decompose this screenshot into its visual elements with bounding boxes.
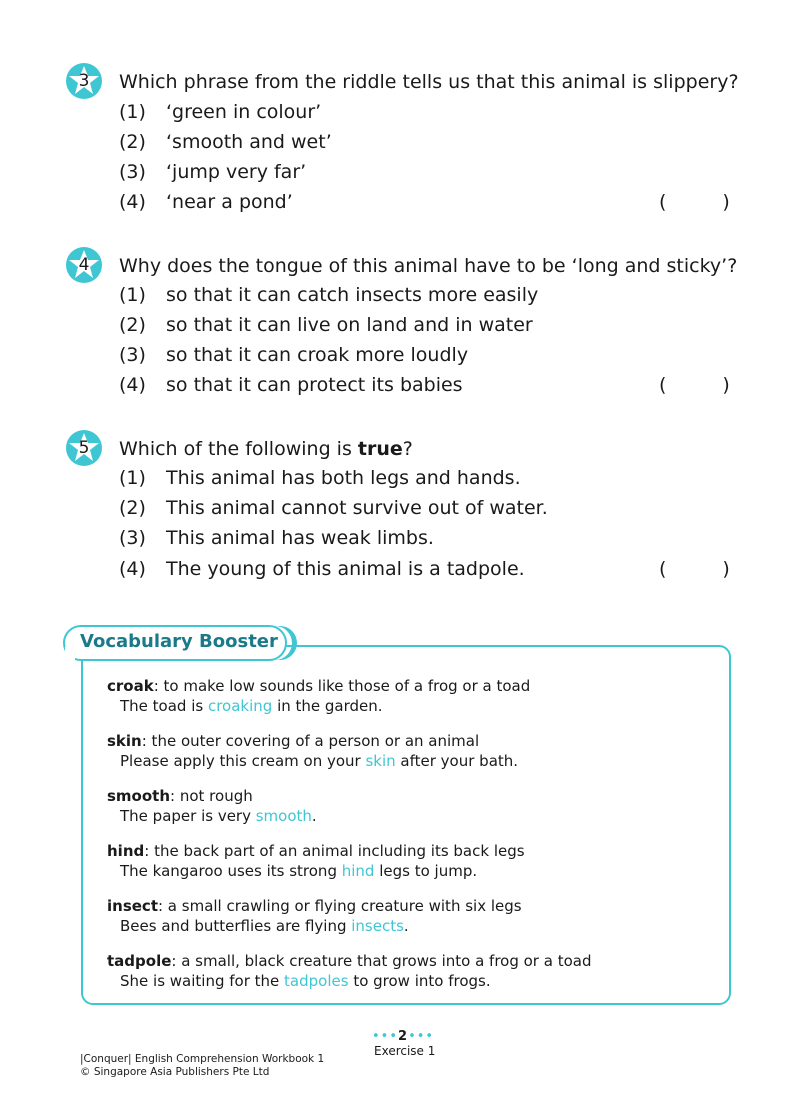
question-text-end: ? <box>402 438 413 460</box>
option-text: so that it can protect its babies <box>166 374 463 396</box>
answer-box[interactable] <box>659 373 730 397</box>
example-start: The paper is very <box>120 807 256 825</box>
vocab-example-insect <box>120 916 409 936</box>
option-number: (3) <box>119 527 146 549</box>
option-number: (1) <box>119 101 146 123</box>
example-highlight: skin <box>365 752 396 770</box>
option-number: (1) <box>119 467 146 489</box>
example-start: The kangaroo uses its strong <box>120 862 342 880</box>
option-1 <box>119 283 538 307</box>
option-number: (4) <box>119 191 146 213</box>
question-text <box>119 437 413 461</box>
copyright: © Singapore Asia Publishers Pte Ltd <box>80 1066 270 1078</box>
vocab-entry-insect <box>107 896 522 916</box>
option-2 <box>119 130 332 154</box>
star-number-badge-5 <box>64 428 104 468</box>
option-text: The young of this animal is a tadpole. <box>166 558 525 580</box>
option-text: ‘jump very far’ <box>166 161 307 183</box>
answer-box[interactable] <box>659 557 730 581</box>
answer-close-paren: ) <box>722 191 730 213</box>
option-text: This animal cannot survive out of water. <box>166 497 548 519</box>
vocab-entry-hind <box>107 841 525 861</box>
question-emphasis: true <box>357 438 403 460</box>
example-highlight: croaking <box>207 697 273 715</box>
option-text: ‘smooth and wet’ <box>166 131 332 153</box>
vocab-entry-croak <box>107 676 530 696</box>
option-2 <box>119 313 533 337</box>
vocab-entry-skin <box>107 731 479 751</box>
option-text: so that it can catch insects more easily <box>166 284 539 306</box>
example-start: She is waiting for the <box>120 972 285 990</box>
option-number: (4) <box>119 374 146 396</box>
option-4 <box>119 373 463 397</box>
example-end: in the garden. <box>272 697 383 715</box>
option-text: This animal has both legs and hands. <box>166 467 521 489</box>
answer-open-paren: ( <box>659 374 667 396</box>
option-1 <box>119 100 321 124</box>
answer-open-paren: ( <box>659 558 667 580</box>
option-3 <box>119 160 306 184</box>
example-start: The toad is <box>120 697 208 715</box>
vocab-example-smooth <box>120 806 317 826</box>
star-number-badge-4 <box>64 245 104 285</box>
vocab-entry-tadpole <box>107 951 591 971</box>
example-end: . <box>403 917 409 935</box>
option-number: (1) <box>119 284 146 306</box>
answer-close-paren: ) <box>722 374 730 396</box>
example-start: Bees and butterflies are flying <box>120 917 352 935</box>
vocab-word: skin <box>107 732 142 750</box>
dots-left: ••• <box>372 1029 399 1044</box>
option-text: so that it can croak more loudly <box>166 344 469 366</box>
option-1 <box>119 466 521 490</box>
answer-open-paren: ( <box>659 191 667 213</box>
vocab-word: smooth <box>107 787 171 805</box>
example-highlight: smooth <box>255 807 312 825</box>
vocab-definition: : to make low sounds like those of a frog or a toad <box>153 677 531 695</box>
vocab-definition: : the back part of an animal including its back legs <box>144 842 525 860</box>
vocab-definition: : a small crawling or flying creature with six legs <box>157 897 522 915</box>
example-end: after your bath. <box>395 752 519 770</box>
question-text: Why does the tongue of this animal have to be ‘long and sticky’? <box>119 255 738 277</box>
option-number: (3) <box>119 161 146 183</box>
option-2 <box>119 496 548 520</box>
example-highlight: insects <box>351 917 404 935</box>
vocab-example-hind <box>120 861 477 881</box>
vocab-word: insect <box>107 897 158 915</box>
vocab-word: tadpole <box>107 952 172 970</box>
question-number: 5 <box>78 438 90 458</box>
option-number: (4) <box>119 558 146 580</box>
vocab-example-croak <box>120 696 383 716</box>
vocabulary-title: Vocabulary Booster <box>80 631 278 652</box>
answer-close-paren: ) <box>722 558 730 580</box>
option-number: (2) <box>119 314 146 336</box>
option-3 <box>119 526 434 550</box>
option-text: ‘near a pond’ <box>166 191 293 213</box>
example-end: to grow into frogs. <box>348 972 491 990</box>
example-end: legs to jump. <box>374 862 478 880</box>
vocab-definition: : the outer covering of a person or an animal <box>141 732 480 750</box>
page-number-indicator <box>372 1029 434 1044</box>
dots-right: ••• <box>408 1029 435 1044</box>
option-number: (2) <box>119 497 146 519</box>
example-highlight: tadpoles <box>284 972 349 990</box>
example-highlight: hind <box>341 862 375 880</box>
star-number-badge-3 <box>64 61 104 101</box>
option-text: ‘green in colour’ <box>166 101 322 123</box>
question-number: 4 <box>78 255 90 275</box>
vocab-example-skin <box>120 751 518 771</box>
question-number: 3 <box>78 71 90 91</box>
option-4 <box>119 557 525 581</box>
option-number: (3) <box>119 344 146 366</box>
vocab-definition: : a small, black creature that grows into a frog or a toad <box>171 952 592 970</box>
vocab-word: hind <box>107 842 145 860</box>
vocab-word: croak <box>107 677 154 695</box>
vocab-definition: : not rough <box>170 787 253 805</box>
example-end: . <box>311 807 317 825</box>
option-4 <box>119 190 293 214</box>
vocab-entry-smooth <box>107 786 253 806</box>
answer-box[interactable] <box>659 190 730 214</box>
option-text: so that it can live on land and in water <box>166 314 533 336</box>
question-text-start: Which of the following is <box>119 438 358 460</box>
option-text: This animal has weak limbs. <box>166 527 434 549</box>
option-number: (2) <box>119 131 146 153</box>
exercise-label: Exercise 1 <box>374 1044 436 1058</box>
vocab-example-tadpole <box>120 971 491 991</box>
question-text: Which phrase from the riddle tells us that this animal is slippery? <box>119 71 739 93</box>
example-start: Please apply this cream on your <box>120 752 366 770</box>
page-number: 2 <box>398 1029 409 1044</box>
book-title: |Conquer| English Comprehension Workbook 1 <box>80 1053 325 1065</box>
option-3 <box>119 343 468 367</box>
